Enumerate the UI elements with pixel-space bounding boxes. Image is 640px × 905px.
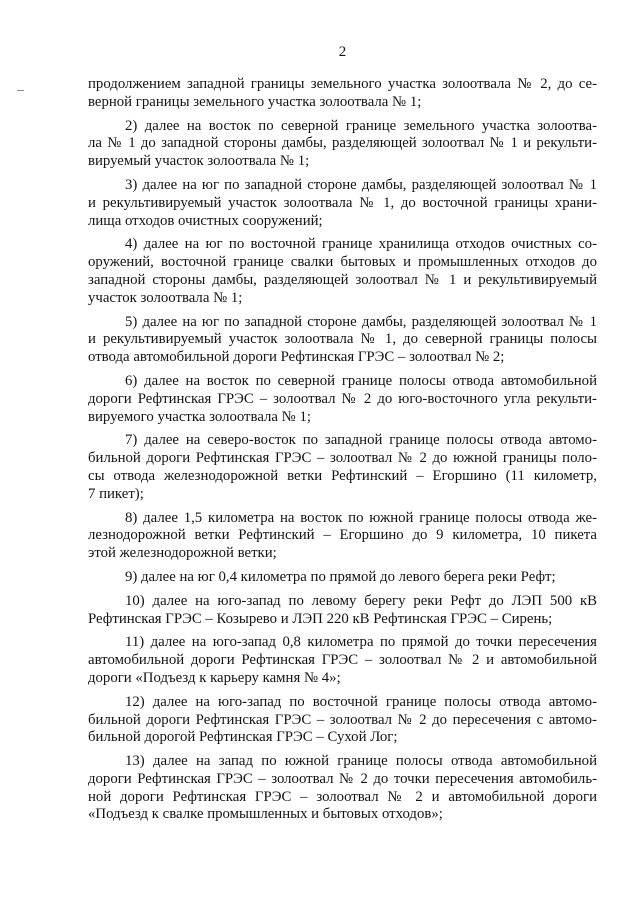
paragraph-line: 3) далее на юг по западной стороне дамбы, разделяющей золоотвал № 1 — [125, 176, 597, 193]
paragraph-line: 9) далее на юг 0,4 километра по прямой до левого берега реки Рефт; — [125, 568, 556, 585]
paragraph-line: Рефтинская ГРЭС – Козырево и ЛЭП 220 кВ Рефтинская ГРЭС – Сирень; — [88, 610, 553, 627]
paragraph-item-7 — [88, 432, 597, 503]
paragraph-line: лезнодорожной ветки Рефтинский – Егоршино до 9 километра, 10 пикета — [88, 527, 597, 544]
paragraph-line: дороги «Подъезд к карьеру камня № 4»; — [88, 669, 341, 686]
page-number: 2 — [338, 44, 347, 60]
paragraph-item-5 — [88, 314, 597, 367]
paragraph-line: 8) далее 1,5 километра на восток по южной границе полосы отвода же- — [125, 509, 597, 526]
paragraph-line: 2) далее на восток по северной границе земельного участка золоотва- — [125, 117, 597, 134]
paragraph-line: лища отходов очистных сооружений; — [88, 212, 323, 229]
paragraph-line: дороги Рефтинская ГРЭС – золоотвал № 2 до точки пересечения автомобиль- — [88, 770, 597, 787]
paragraph-line: отвода автомобильной дороги Рефтинская ГРЭС – золоотвал № 2; — [88, 349, 505, 366]
paragraph-line: этой железнодорожной ветки; — [88, 545, 277, 562]
paragraph-line: 13) далее на запад по южной границе полосы отвода автомобильной — [125, 753, 597, 770]
paragraph-line: дороги Рефтинская ГРЭС – золоотвал № 2 до юго-восточного угла рекульти- — [88, 390, 597, 407]
scan-mark — [17, 90, 24, 91]
paragraph-line: ла № 1 до западной стороны дамбы, разделяющей золоотвал № 1 и рекульти- — [88, 135, 597, 152]
paragraph-item-12 — [88, 694, 597, 747]
paragraph-line: 10) далее на юго-запад по левому берегу реки Рефт до ЛЭП 500 кВ — [125, 592, 597, 609]
paragraph-item-6 — [88, 373, 597, 426]
paragraph-item-3 — [88, 177, 597, 230]
paragraph-item-13 — [88, 753, 597, 824]
paragraph-item-11 — [88, 634, 597, 687]
paragraph-line: «Подъезд к свалке промышленных и бытовых отходов»; — [88, 806, 443, 823]
paragraph-item-2 — [88, 118, 597, 171]
paragraph-line: 6) далее на восток по северной границе полосы отвода автомобильной — [125, 372, 597, 389]
document-body — [88, 76, 597, 824]
paragraph-line: вируемый участок золоотвала № 1; — [88, 153, 310, 170]
paragraph-line: 4) далее на юг по восточной границе хранилища отходов очистных со- — [125, 236, 597, 253]
paragraph-line: автомобильной дороги Рефтинская ГРЭС – золоотвал № 2 и автомобильной — [88, 652, 597, 669]
paragraph-line: 5) далее на юг по западной стороне дамбы, разделяющей золоотвал № 1 — [125, 313, 597, 330]
paragraph-item-9 — [88, 569, 597, 587]
paragraph-line: вируемого участка золоотвала № 1; — [88, 408, 311, 425]
paragraph-line: 7) далее на северо-восток по западной границе полосы отвода автомо- — [125, 432, 597, 449]
paragraph-line: сы отвода железнодорожной ветки Рефтинский – Егоршино (11 километр, — [88, 467, 597, 484]
paragraph-line: 11) далее на юго-запад 0,8 километра по прямой до точки пересечения — [125, 634, 597, 651]
paragraph-line: ной дороги Рефтинская ГРЭС – золоотвал № 2 и автомобильной дороги — [88, 788, 597, 805]
paragraph-line: западной стороны дамбы, разделяющей золоотвал № 1 и рекультивируемый — [88, 271, 597, 288]
paragraph-item-4 — [88, 236, 597, 307]
paragraph-line: и рекультивируемый участок золоотвала № 1, до северной границы полосы — [88, 331, 597, 348]
paragraph-line: и рекультивируемый участок золоотвала № 1, до восточной границы храни- — [88, 194, 597, 211]
paragraph-line: бильной дороги Рефтинская ГРЭС – золоотвал № 2 до пересечения с автомо- — [88, 711, 597, 728]
paragraph-item-8 — [88, 510, 597, 563]
paragraph-item-10 — [88, 593, 597, 629]
paragraph-line: бильной дороги Рефтинская ГРЭС – золоотвал № 2 до южной границы поло- — [88, 450, 597, 467]
paragraph-line: бильной дорогой Рефтинская ГРЭС – Сухой Лог; — [88, 729, 398, 746]
paragraph-line: 7 пикет); — [88, 485, 144, 502]
paragraph-continuation — [88, 76, 597, 112]
paragraph-line: верной границы земельного участка золоотвала № 1; — [88, 93, 422, 110]
paragraph-line: 12) далее на юго-запад по восточной границе полосы отвода автомо- — [125, 693, 597, 710]
paragraph-line: участок золоотвала № 1; — [88, 289, 243, 306]
paragraph-line: оружений, восточной границе свалки бытовых и промышленных отходов до — [88, 254, 597, 271]
paragraph-line: продолжением западной границы земельного участка золоотвала № 2, до се- — [88, 76, 597, 92]
